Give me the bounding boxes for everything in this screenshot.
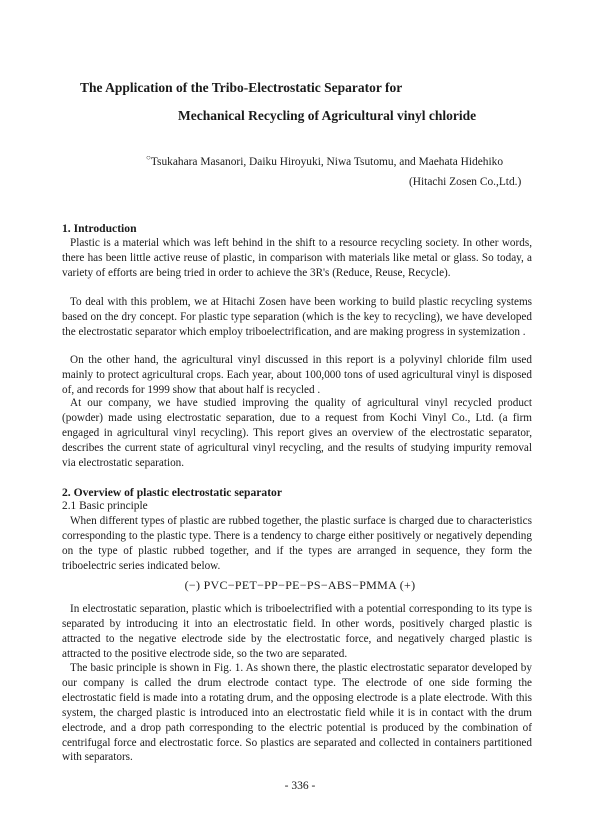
- principle-paragraph: In electrostatic separation, plastic which is triboelectrified with a potential corresponding to its type is separated by introducing it into an electrostatic field. In other words, positively charged plastic is attracted to the negative electrode side by the electrostatic force, and negatively charged plastic is attracted to the positive electrode side, so the two are separated.: [62, 603, 532, 660]
- principle-paragraph: The basic principle is shown in Fig. 1. As shown there, the plastic electrostatic separator developed by our company is called the drum electrode contact type. The electrode of one side forming the electrostatic field is made into a rotating drum, and the opposing electrode is a plate electrode. With this system, the charged plastic is introduced into an electrostatic field while it is in contact with the drum electrode, and a drop path corresponding to the electric potential is produced by the combination of centrifugal force and electrostatic force. So plastics are separated and collected in containers partitioned with separators.: [62, 662, 532, 764]
- author-names: Tsukahara Masanori, Daiku Hiroyuki, Niwa Tsutomu, and Maehata Hidehiko: [150, 155, 504, 168]
- principle-paragraph: When different types of plastic are rubbed together, the plastic surface is charged due to characteristics corresponding to the plastic type. There is a tendency to charge either positively or negatively depending on the type of plastic rubbed together, and if the types are arranged in sequence, they form the triboelectric series indicated below.: [62, 515, 532, 572]
- section-heading-overview: 2. Overview of plastic electrostatic separator: [62, 486, 282, 499]
- author-list: [146, 153, 503, 168]
- affiliation: (Hitachi Zosen Co.,Ltd.): [409, 176, 522, 188]
- section-heading-introduction: 1. Introduction: [62, 222, 137, 235]
- triboelectric-series: (−) PVC−PET−PP−PE−PS−ABS−PMMA (+): [184, 578, 416, 592]
- subsection-heading-basic-principle: 2.1 Basic principle: [62, 500, 148, 512]
- intro-paragraph: To deal with this problem, we at Hitachi Zosen have been working to build plastic recycling systems based on the dry concept. For plastic type separation (which is the key to recycling), we have developed the electrostatic separator which employ triboelectrification, and are making progress in systemization .: [62, 296, 532, 338]
- intro-paragraph: Plastic is a material which was left behind in the shift to a resource recycling society. In other words, there has been little active reuse of plastic, in comparison with materials like metal or glass. So today, a variety of efforts are being tried in order to achieve the 3R's (Reduce, Reuse, Recycle).: [62, 237, 532, 279]
- intro-paragraph: On the other hand, the agricultural vinyl discussed in this report is a polyvinyl chloride film used mainly to protect agricultural crops. Each year, about 100,000 tons of used agricultural vinyl is disposed of, and records for 1999 show that about half is recycled .: [62, 354, 532, 396]
- presenter-marker: ○: [146, 153, 151, 162]
- intro-paragraph: At our company, we have studied improving the quality of agricultural vinyl recycled product (powder) made using electrostatic separation, due to a request from Kochi Vinyl Co., Ltd. (a firm engaged in agricultural vinyl recycling). This report gives an overview of the electrostatic separator, describes the current state of agricultural vinyl recycling, and the results of studying impurity removal via electrostatic separation.: [62, 397, 532, 469]
- title-line-2: Mechanical Recycling of Agricultural vinyl chloride: [178, 108, 477, 123]
- page-number: - 336 -: [284, 780, 316, 792]
- title-line-1: The Application of the Tribo-Electrostatic Separator for: [80, 80, 403, 95]
